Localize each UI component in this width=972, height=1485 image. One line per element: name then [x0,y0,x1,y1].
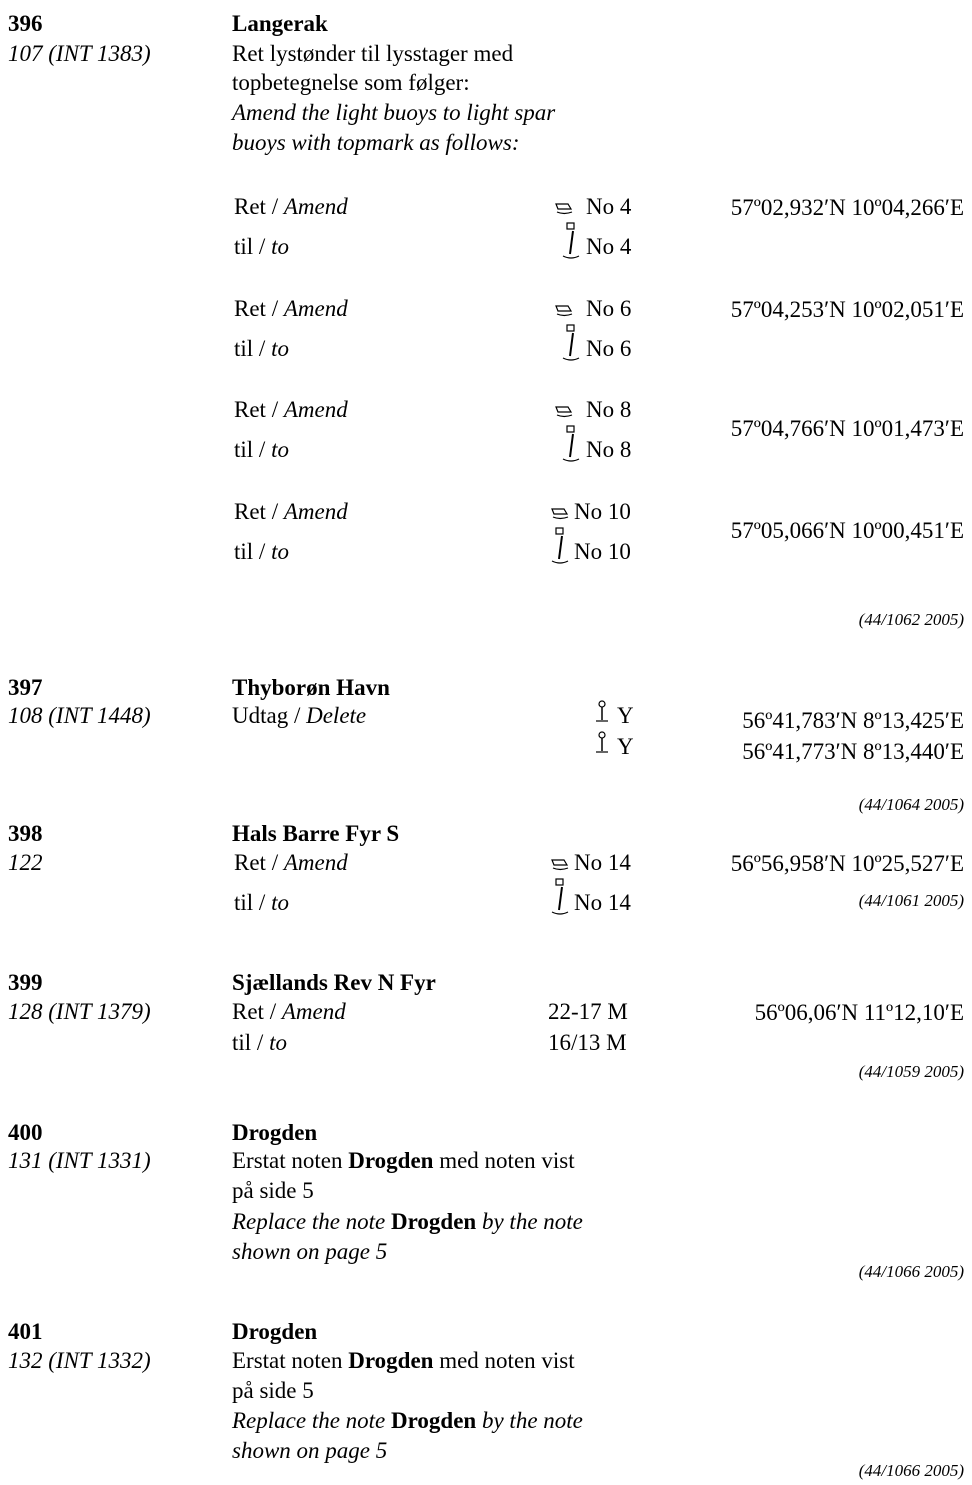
chart-reference: 132 (INT 1332) [8,1348,151,1373]
description-danish-line: Ret lystønder til lysstager med [232,41,514,66]
notice-title: Drogden [232,1319,318,1344]
note-english-line: shown on page 5 [232,1438,388,1463]
note-danish-line: på side 5 [232,1378,314,1403]
buoy-number-old: No 10 [574,499,631,524]
amend-label: Ret / Amend [232,999,346,1024]
note-danish-line: Erstat noten Drogden med noten vist [232,1148,575,1173]
chart-reference: 131 (INT 1331) [8,1148,151,1173]
notice-number: 401 [8,1319,43,1344]
spar-buoy-icon [561,425,581,463]
spar-buoy-icon [561,222,581,260]
description-english-line: buoys with topmark as follows: [232,130,520,155]
light-buoy-icon [555,303,573,317]
position-coordinates: 57º04,766′N 10º01,473′E [730,416,964,441]
amend-label: Ret / Amend [234,397,348,422]
buoy-number-old: No 6 [586,296,632,321]
note-danish-line: på side 5 [232,1178,314,1203]
position-coordinates: 57º04,253′N 10º02,051′E [730,297,964,322]
notice-number: 400 [8,1120,43,1145]
description-danish-line: topbetegnelse som følger: [232,70,470,95]
amend-label: Ret / Amend [234,296,348,321]
notice-number: 398 [8,821,43,846]
source-reference: (44/1062 2005) [858,610,964,629]
source-reference: (44/1066 2005) [858,1461,964,1480]
source-reference: (44/1059 2005) [858,1062,964,1081]
position-coordinates: 56º56,958′N 10º25,527′E [730,851,964,876]
chart-reference: 128 (INT 1379) [8,999,151,1024]
chart-reference: 107 (INT 1383) [8,41,151,66]
to-label: til / to [232,1030,287,1055]
position-coordinates: 56º41,773′N 8º13,440′E [742,739,964,764]
beacon-icon [594,700,610,724]
position-coordinates: 57º05,066′N 10º00,451′E [730,518,964,543]
buoy-number-new: No 10 [574,539,631,564]
light-buoy-icon [551,506,569,520]
to-label: til / to [234,437,289,462]
buoy-number-old: No 14 [574,850,631,875]
buoy-number-old: No 8 [586,397,632,422]
buoy-number-new: No 4 [586,234,632,259]
source-reference: (44/1066 2005) [858,1262,964,1281]
beacon-icon [594,731,610,755]
notice-number: 396 [8,11,43,36]
buoy-number-new: No 6 [586,336,632,361]
spar-buoy-icon [561,324,581,362]
range-old: 22-17 M [548,999,628,1024]
chart-reference: 108 (INT 1448) [8,703,151,728]
notice-title: Hals Barre Fyr S [232,821,400,846]
amend-label: Ret / Amend [234,499,348,524]
spar-buoy-icon [550,878,570,916]
position-coordinates: 56º06,06′N 11º12,10′E [754,1000,964,1025]
spar-buoy-icon [550,527,570,565]
description-english-line: Amend the light buoys to light spar [232,100,556,125]
range-new: 16/13 M [548,1030,627,1055]
notice-title: Drogden [232,1120,318,1145]
beacon-mark: Y [617,703,634,728]
amend-label: Ret / Amend [234,850,348,875]
notice-title: Thyborøn Havn [232,675,390,700]
notice-title: Sjællands Rev N Fyr [232,970,436,995]
source-reference: (44/1061 2005) [858,891,964,910]
buoy-number-old: No 4 [586,194,632,219]
delete-label: Udtag / Delete [232,703,367,728]
notice-title: Langerak [232,11,328,36]
buoy-number-new: No 8 [586,437,632,462]
note-english-line: Replace the note Drogden by the note [232,1408,583,1433]
note-danish-line: Erstat noten Drogden med noten vist [232,1348,575,1373]
buoy-number-new: No 14 [574,890,631,915]
position-coordinates: 57º02,932′N 10º04,266′E [730,195,964,220]
light-buoy-icon [551,857,569,871]
to-label: til / to [234,336,289,361]
to-label: til / to [234,890,289,915]
light-buoy-icon [555,404,573,418]
note-english-line: Replace the note Drogden by the note [232,1209,583,1234]
to-label: til / to [234,539,289,564]
notice-number: 397 [8,675,43,700]
chart-reference: 122 [8,850,43,875]
amend-label: Ret / Amend [234,194,348,219]
to-label: til / to [234,234,289,259]
note-english-line: shown on page 5 [232,1239,388,1264]
notice-number: 399 [8,970,43,995]
light-buoy-icon [555,201,573,215]
position-coordinates: 56º41,783′N 8º13,425′E [742,708,964,733]
beacon-mark: Y [617,734,634,759]
source-reference: (44/1064 2005) [858,795,964,814]
